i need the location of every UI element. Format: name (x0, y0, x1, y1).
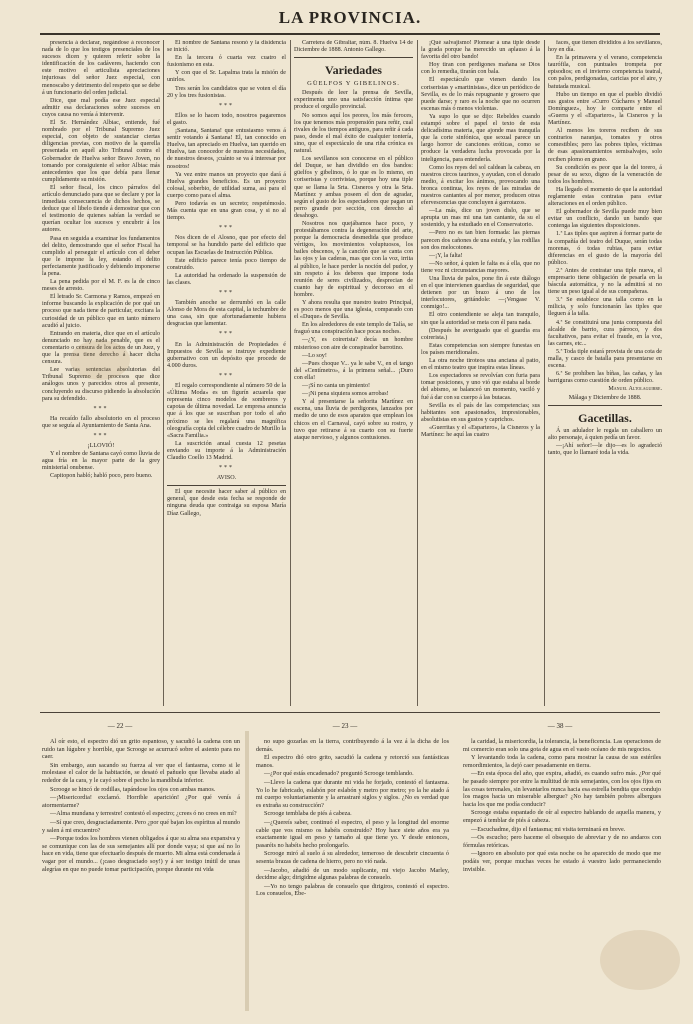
paragraph: El que necesite hacer saber al público en general, que desde esta fecha se responde de ninguna deuda que contraiga su esposa María Díaz Gallego, (167, 489, 286, 517)
paragraph: —Lo soy! (302, 352, 327, 359)
section-title-gacetillas: Gacetillas. (578, 410, 632, 425)
folletin-paragraph: Scrooge se hincó de rodillas, tapándose los ojos con ambas manos. (50, 785, 216, 793)
author-signature: Manuel Altolaguirre. (608, 386, 662, 393)
folletin-paragraph: la caridad, la misericordia, la tolerancia, la beneficencia. Las operaciones de mi comercio eran solo una gota de agua en el vasto océano de mis negocios. (463, 738, 661, 753)
paragraph: —Pero no es tan bien formada: las piernas parecen dos cañones de una estufa, y las rodillas son dos melocotones. (421, 230, 540, 251)
paragraph: 5.ª Toda tiple estará provista de una cota de malla, y casco de batalla para presentarse en escena. (548, 348, 662, 370)
article-subtitle: GÜELFOS Y GIBELINOS. (307, 80, 400, 88)
paragraph: Ha recaído fallo absolutorio en el proceso que se seguía al Ayuntamiento de Santa Ana. (42, 415, 160, 429)
folletin-paragraph: —¿Quereís saber, continuó el espectro, el peso y la longitud del enorme cable que vos mismo os habéis construido? Hoy hace siete años era ya exactamente igual en peso y tamaño al que tiene yo. Y desde entonces, pasaréis no habéis hecho prolongarlo. (256, 818, 449, 849)
folletin-paragraph: —Yo no tengo palabras de consuelo que dirigiros, contestó el espectro. Los consuelos, Ebe- (256, 882, 449, 898)
paragraph: Ya vez entre manos un proyecto que dará á Huelva grandes beneficios. Es un proyecto colosal, soberbio, de utilidad suma, así para el cuerpo como para el alma. (167, 171, 286, 199)
folletin-paragraph: no supo gozarlas en la tierra, contribuyendo á la vez á la dicha de los demás. (256, 738, 449, 753)
paragraph: Capitopon habló; habló poco, pero bueno. (50, 473, 153, 480)
notice-heading: AVISO. (216, 475, 237, 482)
section-ornament: *** (219, 102, 234, 109)
paragraph: —No señor, á quien le falta es á ella, que no tiene voz ni circunstancias mayores. (421, 260, 540, 274)
paragraph: Tres serán los candidatos que se voten el día 20 y los tres fusionistas. (167, 85, 286, 99)
paragraph: Este edificio parece tenía poco tiempo de construido. (167, 257, 286, 271)
paragraph: Ha llegado el momento de que la autoridad reglamente estas contratas para evitar alteraciones en el orden público. (548, 186, 662, 208)
folletin-paragraph: Sin embargo, aun sacando su fuerza al ver que el fantasma, como si le molestase el calor de la habitación, se desató el pañuelo que llevaba atado al rededor de la cara, y le cayó sobre el pecho la mandíbula inferior. (42, 761, 240, 784)
notice-signature: Carretera de Gibraltar, núm. 8. Huelva 14 de Diciembre de 1888. Antonio Gallego. (294, 40, 413, 54)
rule (548, 405, 662, 406)
folletin-paragraph: —Escuchadme, dijo el fantasma; mi visita terminará en breve. (471, 825, 626, 833)
paragraph: Estas competencias son siempre funestas en los países meridionales. (421, 342, 540, 356)
rule (167, 485, 286, 486)
page-number-right: — 38 — (547, 722, 573, 730)
section-ornament: *** (219, 225, 234, 232)
paragraph: Sevilla es el país de las competencias; sus habitantes son apasionados, impresionables, absolutistas en sus gustos y caprichos. (421, 402, 540, 423)
paper-stain (70, 340, 130, 380)
paragraph: Lee varias sentencias absolutorias del Tribunal Supremo de procesos que dice análogos unos y parecidos otros al presente, concluyendo su discurso pidiendo la absolución para su defendido. (42, 367, 160, 402)
paragraph: Pero todavía es un secreto; respetémoslo. Más cuenta que en una gran cosa, y si no al tiempo. (167, 200, 286, 222)
section-divider (40, 712, 660, 713)
paragraph: La suscrición anual cuesta 12 pesetas enviando su importe á la Administración Claudio Coello 13 Madrid. (167, 440, 286, 461)
folletin-paragraph: Scrooge temblaba de piés á cabeza. (264, 810, 352, 818)
paragraph: El espectáculo que vienen dando los coriseristas y «martinistas», dice un periódico de Sevilla, es de lo más repugnante y grosero que puede darse; y raro es la noche que no ocurren escenas más ó menos violentas. (421, 77, 540, 112)
paragraph: No somos aquí los peores, los más feroces, los que tenemos más propensión para reñir, cual rivales de los tiempos antiguos, para reñir á cada paso, desde el mal éxito de cualquier tontería, sino, que el espectáculo de una riña crónica es natural. (294, 112, 413, 155)
paragraph: —La más, dice un joven dislo, que se aprupta un mas mi una tan cantante, da su el sostenido, y ha estudiado en el Conservatorio. (421, 208, 540, 229)
folletin-paragraph: Y levantando toda la cadena, como para mostrar la causa de sus estériles remordimientos, la dejó caer pesadamente en tierra. (463, 754, 661, 769)
folletin-paragraph: El espectro dió otro grito, sacudió la cadena y retorció sus fantásticas manos. (256, 754, 449, 769)
column-divider (544, 40, 545, 706)
paragraph: ¡Santana, Santana! que entusiasmo venos á sentir votando á Santana! El, tan conocido en Huelva, tan apreciado en Huelva, tan querido en Huelva, tan conocedor de nuestras necesidades, de nuestros deseos, ¡cuánto se va á interesar por nosotros! (167, 128, 286, 170)
paragraph: Nos dicen de el Alosno, que por efecto del temporal se ha hundido parte del edificio que ocupan las Escuelas de Instrucción Pública. (167, 235, 286, 256)
paragraph: Nosotros nos quejábamos hace poco, y protestábamos contra la degeneración del arte, porque la democracia desmedida que produce vértigos, los movimientos voluptuosos, los bailes obscenos, y la canción que se canta con las ojos y las caderas, mas que con la voz, irrita al público, le hace perder la noción del pudor, y sin respeto á los deberes que impone toda reunión de seres civilizados, desprecian de cuanto hay de espiritual y decoroso en el hombre. (294, 220, 413, 298)
paragraph: 6.ª Se prohíben las bíñas, las cañas, y las barriguras como cuestión de orden público. (548, 371, 662, 385)
section-ornament: *** (93, 405, 109, 412)
column-divider (163, 40, 164, 706)
folletin-paragraph: —Alma mundana y terrestre! contestó el espectro; ¿crees ó no crees en mí? (50, 810, 237, 818)
folletin-paragraph: Scrooge estaba espantado de oír al espectro hablando de aquella manera, y empezó á temblar de piés á cabeza. (463, 809, 661, 824)
paragraph: —¡Sí no canta un pimiento! (302, 383, 371, 390)
paragraph: —¿Y, es coirerista? decía un hombre misterioso con aire de conspirador barrotino. (294, 337, 413, 351)
paragraph: —Pues choque V... ya le sabe V., en el tango del «Centímetro», á la primera señal... ¡Duro con ella! (294, 360, 413, 381)
page-number-middle: — 23 — (332, 722, 358, 730)
paragraph: —¡Ni pena siquiera somos arrobas! (302, 391, 389, 398)
folletin-paragraph: Scrooge miró al suelo á su alrededor, temeroso de descubrir cincuenta ó sesenta brazas de cadena de hierro, pero no vió nada. (256, 850, 449, 865)
paragraph: Como los reyes del sol caldean la cabeza, en nuestros circos taurinos, y ayudan, con el dorado medio, á excitar los ánimos, provocando una bronca continua, los reyes de las miradas de nuestros cantantes al por menor, producen otras efervescencias que concluyen á garrotazos. (421, 164, 540, 207)
section-ornament: *** (93, 432, 109, 439)
paragraph: Hoy tiran con perdigones mañana se Dios con lo remedia, tirarán con bala. (421, 62, 540, 76)
folletin-paragraph: —Llevo la cadena que durante mi vida he forjado, contestó el fantasma. Yo lo he fabricado, eslabón por eslabón y metro por metro; yo la he atado á mi cuerpo voluntariamente y la arrastraré siglos y siglos. ¿No es verdad que es extraña su construcción? (256, 778, 449, 809)
paragraph: 1.ª Las tiples que aspiren á formar parte de la compañía del teatro del Duque, serán todas morenas, ó todas rubias, para evitar diferencias en el gusto de la mayoría del público. (548, 231, 662, 266)
page-gutter (245, 731, 249, 1011)
paragraph: El otro contendiente se aleja tan tranquilo, sin que la autoridad se meta con él para nada. (421, 312, 540, 326)
column-divider (417, 40, 418, 706)
paragraph: Dice, que mal podía ese Juez especial admitir esa declaraciones sobre sucesos en cuyos causa no venía á intervenir. (42, 97, 160, 118)
section-ornament: *** (219, 331, 234, 338)
folletin-paragraph: —¿Por qué estás encadenado? preguntó Scrooge temblando. (264, 770, 414, 778)
paragraph: En la Administración de Propiedades é Impuestos de Sevilla se instruye expediente gubernativo con un depósito que procede de 4.000 duros. (167, 341, 286, 369)
column-3 (294, 40, 413, 706)
folletin-paragraph: —En esta época del año, que expira, añadió, es cuando sufro más. ¿Por qué he pasado siempre por entre la multitud de mis semejantes, con los ojos fijos en las cosas terrenales, sin levantarlos nunca hacia esa estrella bendita que condujo los magos hacia un miserable albergue? ¿No hay también pobres albergues hacia los que me podía conducir? (463, 770, 661, 808)
paragraph: ¡Qué salvajismo! Plomear á una tiple desde la grada porque ha merecido un aplauso á la favorita del otro bando! (421, 40, 540, 61)
paragraph: En la tercera ó cuarta vez cuatro el fusionismo en esta. (167, 55, 286, 69)
folletin-paragraph: —Sí que creo, desgraciadamente. Pero ¿por qué bajan los espíritus al mundo y salen á mi encuentro? (42, 818, 240, 834)
paragraph: El nombre de Santana resonó y la disidencia se inició. (167, 40, 286, 54)
paragraph: 2.ª Antes de contratar una tiple nueva, el empresario tiene obligación de pesarla en la báscula automática, y no la admitirá si no tiene un peso igual al de sus compañeras. (548, 267, 662, 296)
paragraph: Los sevillanos son conocerse en el público del Duque, se han dividido en dos bandos: güelfos y gibelinos, ó lo que es lo mismo, en coriseristas y corrivistas, porque hoy una tiple que se llama la Srta. Cisneros y otra la Srta. Martínez y ambas poseen el don de agradar, según el gusto de los espectadores que pagan un perro grande por sección, con derecho al desahogo. (294, 156, 413, 219)
folletin-paragraph: —Porque todos los hombres vienen obligados á que su alma sea expansiva y se comunique con las de sus semejantes allí por donde vaya; si que así no lo hace en vida, tiene que efectuarlo después de muerto. Mi alma está condenada á vagar por el mundo... (¡caso desgraciado soy!) y á ser testigo inútil de unas alegrías en que no puede tomar participación, porque durante mi vida (42, 835, 240, 873)
paragraph: 4.ª Se constituirá una junta compuesta del alcalde de barrio, cura párroco, y dos facultativos, para evitar el fraude, en la voz, las carnes, etc... (548, 319, 662, 347)
paragraph: Hubo un tiempo en que el pueblo dividió sus gustos entre «Curro Cúchares y Manuel Domínguez», hoy le comparte entre el «Guerra y el «Espartero», la Cisneros y la Martínez. (548, 91, 662, 127)
paragraph: Y al presentarse la señorita Martínez en escena, una lluvia de perdigones, lanzados por medio de uno de esos aparatos que emplean los chicos en el Carnaval, cayó sobre su rostro, y tuvo que retirarse á su cuarto con su fuerte ataque nervioso, y algunos contusiones. (294, 399, 413, 441)
column-2 (167, 40, 286, 706)
section-title-variedades: Variedades (325, 63, 382, 78)
column-4 (421, 40, 540, 706)
paragraph: —¡Ahí señor!—le dijo—es lo agradeció tanto, que lo llamaré toda la vida. (548, 442, 662, 456)
paragraph: faces, que tienen divididos á los sevillanos, hoy en día. (548, 40, 662, 54)
section-ornament: *** (219, 290, 234, 296)
paragraph: 3.ª Se establece una talla como en la milicia, y solo funcionarán las tiples que lleguen á la talla. (548, 297, 662, 318)
folletin-paragraph: Al oír esto, el espectro dió un grito espantoso, y sacudió la cadena con un ruido tan lúgubre y horrible, que Scrooge se acurrucó sobre el asiento para no caer. (42, 738, 240, 761)
paragraph: Entrando en materia, dice que en el artículo denunciado no hay nada penable, que es el comentario o censura de los actos de un Juez, y que la prensa tiene derecho á hacer dicha censura. (42, 330, 160, 366)
paragraph: Á un adulador le regala un caballero un alto personaje, á quien pedía un favor. (548, 427, 662, 441)
paragraph: Ellos se lo hacen todo, nosotros pagaremos el gasto. (167, 112, 286, 126)
paragraph: Y con que el Sr. Lapalma trata la misión de unirlos. (167, 70, 286, 84)
folletin-column-1 (42, 738, 240, 1008)
paragraph: El gobernador de Sevilla puede muy bien evitar un conflicto, dando un bando que contenga las siguientes disposiciones. (548, 209, 662, 230)
paragraph: En la primavera y el verano, competencia taurófila, con puntuales trompeta por episodios; en el invierno competencia teatral, con palos, perdigonadas, caricias por el aire, y batutada musical. (548, 55, 662, 90)
paragraph: (Después he averiguado que el guardia era coirerista.) (421, 327, 540, 341)
paragraph: El regalo correspondiente al número 50 de la «Última Moda» es un figurín acuarela que representa cinco modelos de sombreros y capotas de última novedad. Le empresa anuncia que á los que se suscriban por todo el año próximo se les regalará una magnífica oleografía copia del célebre cuadro de Murillo la «Sacra Familia.» (167, 383, 286, 439)
paragraph: presencia á declarar, negándose á reconocer nada de lo que los testigos presenciales de los sucesos dicen y quieren referir sobre la identificación de los cadáveres, haciendo con este motivo el articulista apreciaciones injuriosas del señor Juez especial, con menoscabo y detrimento del respeto que se debe á un funcionario del orden judicial. (42, 40, 160, 96)
folletin-paragraph: —Os escucho; pero haceme el obsequio de abreviar y de no andaros con fórmulas retóricas. (463, 834, 661, 849)
news-heading: ¡LLOVIÓ! (87, 443, 115, 450)
paragraph: El Sr. Hernández Albiac, entiende, fué nombrado por el Tribunal Supremo Juez especial, con objeto de sustanciar ciertas diligencias previas, con motivo de la querella presentada en aquél alto Tribunal contra el Gobernador de Huelva señor Bravo Joven, no tomando por consiguiente el señor Albiac más antecedentes que los que debía para llenar cumplidamente su misión. (42, 120, 160, 183)
page-number-left: — 22 — (107, 722, 133, 730)
paragraph: Al menos los toreros reciben de sus contrarios naranjas, tomates y otros comestibles; pero las pobres tiples, víctimas de esas apasionamientos semisalvajes, solo reciben plomo en grano. (548, 128, 662, 163)
column-5 (548, 40, 662, 706)
section-ornament: *** (219, 372, 234, 379)
paragraph: Pasa en seguida a examinar los fundamentos del delito, demostrando que el señor Fiscal ha cumplido al perseguir el artículo con el deber que le impone la ley, estando el delito perfectamente justificado y debiendo imponerse la pena. (42, 235, 160, 277)
folletin-paragraph: —Jacobo, añadió de un modo suplicante, mi viejo Jacobo Marley, decidme algo; dirigidme algunas palabras de consuelo. (256, 866, 449, 882)
rule (294, 57, 413, 58)
paragraph: El letrado Sr. Carmona y Ramos, empezó en informe buscando la explicación de por qué un proceso que nada tiene de particular, excitara la curiosidad de un público que en tanto número acudió al juicio. (42, 294, 160, 329)
section-ornament: *** (219, 465, 234, 472)
paragraph: «Guerritas y el «Espartero», la Cisneros y la Martínez: he aquí las cuatro (421, 424, 540, 438)
paper-stain (600, 930, 680, 990)
paragraph: Y ahora resulta que nuestro teatro Principal, es poco menos que una iglesia, comparado con el «Duque» de Sevilla. (294, 300, 413, 321)
folletin-paragraph: —¡Misericordia! exclamó. Horrible aparición! ¿Por qué venís á atormentarme? (42, 794, 240, 809)
folletin-column-2 (256, 738, 449, 1008)
paragraph: Los espectadores se revolvían con furia para tomar posiciones, y uno vió que estaba al borde del abismo, se balanceó un momento, vaciló y fué á dar con su cuerpo á las butacas. (421, 373, 540, 401)
paragraph: Y el nombre de Santana cayó como lluvia de agua fría en la mayor parte de la grey ministerial onubense. (42, 451, 160, 472)
paragraph: —¡Y, la falta! (429, 252, 463, 259)
masthead-title: LA PROVINCIA. (278, 8, 422, 27)
column-divider (290, 40, 291, 706)
paragraph: Su condición es peor que la del torero, á pesar de su sexo, digno de la veneración de todos los hombres. (548, 164, 662, 185)
folletin-paragraph: —Ignoro en absoluto por qué esta noche os he aparecido de modo que me podáis ver, porque muchas veces he estado á vuestro lado permaneciendo invisible. (463, 850, 661, 873)
masthead-rule (40, 33, 660, 35)
dateline: Málaga y Diciembre de 1888. (568, 394, 642, 401)
paragraph: Ya supo lo que se dijo: Rebeldes cuando estampó sobre el papel el texto de esta delicadísima materia, que ajonde mas tranquila que la corte sinfónica, que sexual parece un largo horror de canciones eróticas, como se produce la verdadera lucha provocada por la inteligencia, para entenderla. (421, 113, 540, 163)
paragraph: En los alrededores de este templo de Talía, se fraguó una conspiración hace pocas noches. (294, 322, 413, 336)
paragraph: La otra noche tiroteos una anciana al patio, en el mismo teatro que inspira estas líneas. (421, 358, 540, 372)
paragraph: La pena pedida por el M. F. es la de cinco meses de arresto. (42, 279, 160, 293)
paragraph: Después de leer la prensa de Sevilla, experimenta uno una satisfacción íntima que produce el orgullo provincial. (294, 90, 413, 111)
paragraph: También anoche se derrumbó en la calle Alonso de Mora de esta capital, la techumbre de una casa, sin que afortunadamente hubiera desgracias que lamentar. (167, 300, 286, 328)
paragraph: La autoridad ha ordenado la suspensión de las clases. (167, 272, 286, 286)
paragraph: El señor fiscal, los cinco párrafos del artículo denunciado para que se declare y por la inmediata consecuencia de dichos hechos, se deduce que el libelo tiende á demostrar que con el testimonio de quienes sabían la verdad se querían ocultar los sucesos y encubrir á los autores. (42, 184, 160, 234)
paragraph: Una lluvia de palos, pone fin á este diálogo en el que intervienen guardias de seguridad, que detienen por un brazo á uno de los interlocutores, gritándole: —¡Vengase V. conmigo!... (421, 276, 540, 311)
